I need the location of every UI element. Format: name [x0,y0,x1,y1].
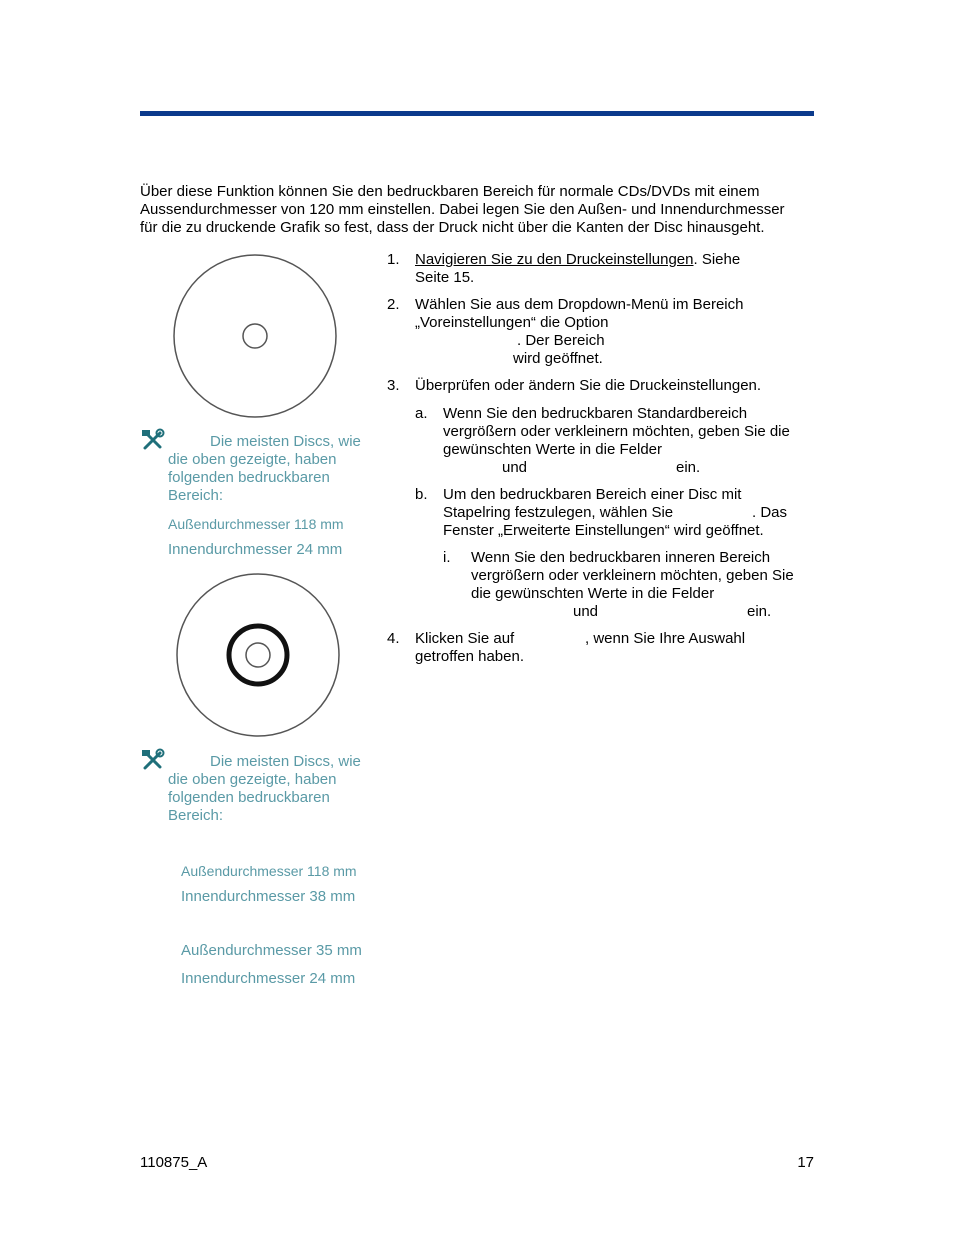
page-number: 17 [797,1154,814,1171]
intro-line: für die zu druckende Grafik so fest, dass der Druck nicht über die Kanten der Disc hinausgeht. [140,219,765,236]
tools-icon [141,749,165,771]
step-text: Um den bedruckbaren Bereich einer Disc mit [443,486,742,503]
step-text: vergrößern oder verkleinern möchten, geben Sie die [443,423,790,440]
step-1 [387,251,817,291]
step-text: ein. [676,459,701,476]
step-text: Fenster „Erweiterte Einstellungen“ wird geöffnet. [443,522,764,539]
step-text: gewünschten Werte in die Felder [443,441,663,458]
print-settings-link[interactable]: Navigieren Sie zu den Druckeinstellungen [415,251,694,268]
step-text: und [573,603,599,620]
step-3b-i [443,549,873,625]
step-text: getroffen haben. [415,648,524,665]
intro-line: Über diese Funktion können Sie den bedruckbaren Bereich für normale CDs/DVDs mit einem [140,183,760,200]
step-text: Stapelring festzulegen, wählen Sie [443,504,674,521]
document-id: 110875_A [140,1154,208,1171]
step-number: 4. [387,630,400,647]
step-text: Überprüfen oder ändern Sie die Druckeinstellungen. [415,377,762,394]
tip-note [168,753,378,825]
step-text: Wählen Sie aus dem Dropdown-Menü im Bereich [415,296,744,313]
tools-icon [141,429,165,451]
tip-line: die oben gezeigte, haben [168,771,337,788]
inner-diameter: Innendurchmesser 38 mm [181,888,356,905]
step-3a [415,405,845,481]
intro-paragraph [140,183,820,237]
step-text: und [502,459,528,476]
step-text: ein. [747,603,772,620]
header-rule [140,111,814,116]
step-number: 1. [387,251,400,268]
tip-line: Die meisten Discs, wie [210,433,361,450]
step-text: . Das [752,504,788,521]
step-text: die gewünschten Werte in die Felder [471,585,715,602]
step-text: Wenn Sie den bedruckbaren Standardbereich [443,405,748,422]
step-text: vergrößern oder verkleinern möchten, geben Sie [471,567,794,584]
inner-diameter: Innendurchmesser 24 mm [181,970,356,987]
step-number: b. [415,486,428,503]
outer-diameter: Außendurchmesser 35 mm [181,942,362,959]
disc-icon [175,573,341,737]
step-text: , wenn Sie Ihre Auswahl [585,630,746,647]
step-4 [387,630,817,670]
tip-note [168,433,378,505]
step-text: . Siehe [693,251,741,268]
step-number: 2. [387,296,400,313]
tip-line: folgenden bedruckbaren [168,789,330,806]
step-3 [387,377,817,397]
inner-diameter: Innendurchmesser 24 mm [168,541,343,558]
step-text: Klicken Sie auf [415,630,515,647]
tip-line: Bereich: [168,807,224,824]
step-3b [415,486,845,544]
step-2 [387,296,817,372]
tip-line: Bereich: [168,487,224,504]
outer-diameter: Außendurchmesser 118 mm [168,516,344,532]
step-number: i. [443,549,451,566]
intro-line: Aussendurchmesser von 120 mm einstellen. Dabei legen Sie den Außen- und Innendurchmesser [140,201,785,218]
step-text: Seite 15. [415,269,475,286]
outer-diameter: Außendurchmesser 118 mm [181,863,357,879]
step-text: „Voreinstellungen“ die Option [415,314,609,331]
tip-line: folgenden bedruckbaren [168,469,330,486]
step-text: wird geöffnet. [513,350,603,367]
disc-icon [172,254,338,418]
step-text: Wenn Sie den bedruckbaren inneren Bereich [471,549,771,566]
step-number: 3. [387,377,400,394]
step-text: . Der Bereich [517,332,605,349]
tip-line: Die meisten Discs, wie [210,753,361,770]
tip-line: die oben gezeigte, haben [168,451,337,468]
step-number: a. [415,405,428,422]
